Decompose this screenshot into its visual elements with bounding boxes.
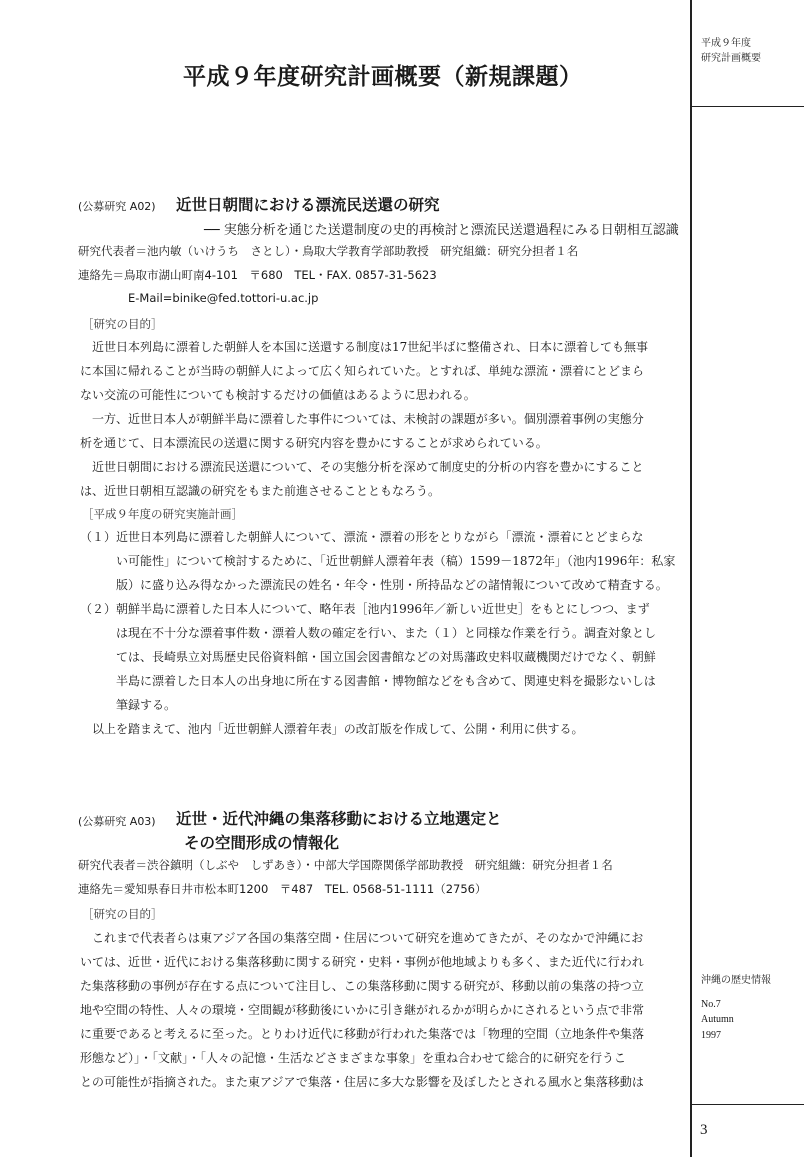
plan-line: は現在不十分な漂着事件数・漂着人数の確定を行い、また（１）と同様な作業を行う。調査対象とし	[80, 626, 657, 640]
paragraph-line: た集落移動の事例が存在する点について注目し、この集落移動に関する研究が、移動以前の集落の持つ立	[80, 979, 644, 993]
project-1-email: E-Mail=binike@fed.tottori-u.ac.jp	[128, 291, 319, 305]
page-number: 3	[700, 1122, 708, 1138]
plan-line: い可能性」について検討するために、「近世朝鮮人漂着年表（稿）1599－1872年」（池内1996年：私家	[80, 554, 676, 568]
page-title: 平成９年度研究計画概要（新規課題）	[183, 63, 583, 90]
project-2-title-line-2: その空間形成の情報化	[184, 833, 340, 852]
paragraph-line: 析を通じて、日本漂流民の送還に関する研究内容を豊かにすることが求められている。	[80, 436, 548, 450]
plan-line: 筆録する。	[80, 698, 177, 712]
project-2-title-line-1: 近世・近代沖縄の集落移動における立地選定と	[176, 809, 502, 828]
paragraph-line: との可能性が指摘された。また東アジアで集落・住居に多大な影響を及ぼしたとされる風水と集落移動は	[80, 1075, 644, 1089]
project-2-representative: 研究代表者＝渋谷鎮明（しぶや しずあき）・中部大学国際関係学部助教授 研究組織：研究分担者１名	[78, 858, 613, 872]
project-1-section-plan: ［平成９年度の研究実施計画］	[82, 507, 243, 521]
plan-line: 半島に漂着した日本人の出身地に所在する図書館・博物館などをも含めて、関連史料を撮影ないしは	[80, 674, 656, 688]
paragraph-line: 近世日本列島に漂着した朝鮮人を本国に送還する制度は17世紀半ばに整備され、日本に漂着しても無事	[80, 340, 648, 354]
project-1-subtitle: ── 実態分析を通じた送還制度の史的再検討と漂流民送還過程にみる日朝相互認識	[204, 223, 679, 238]
plan-line: 版）に盛り込み得なかった漂流民の姓名・年令・性別・所持品などの諸情報について改めて精査する。	[80, 578, 668, 592]
paragraph-line: これまで代表者らは東アジア各国の集落空間・住居について研究を進めてきたが、そのなかで沖縄にお	[80, 931, 644, 945]
project-1-contact: 連絡先＝鳥取市湖山町南4-101 〒680 TEL・FAX. 0857-31-5623	[78, 268, 437, 282]
paragraph-line: は、近世日朝相互認識の研究をもまた前進させることともなろう。	[80, 484, 441, 498]
running-header-year: 平成９年度	[701, 38, 751, 49]
paragraph-line: 形態など）」・「文献」・「人々の記憶・生活などさまざまな事象」を重ね合わせて総合的に研究を行うこ	[80, 1051, 627, 1065]
sidebar-divider-top	[690, 106, 804, 107]
paragraph-line: ない交流の可能性についても検討するだけの価値はあるように思われる。	[80, 388, 476, 402]
plan-line: （１）近世日本列島に漂着した朝鮮人について、漂流・漂着の形をとりながら「漂流・漂着にとどまらな	[80, 530, 644, 544]
project-1-label: (公募研究 A02)	[78, 200, 156, 213]
paragraph-line: に本国に帰れることが当時の朝鮮人によって広く知られていた。とすれば、単純な漂流・漂着にとどまら	[80, 364, 645, 378]
journal-name: 沖縄の歴史情報	[701, 975, 771, 986]
plan-line: 以上を踏まえて、池内「近世朝鮮人漂着年表」の改訂版を作成して、公開・利用に供する。	[80, 722, 584, 736]
issue-number: No.7	[701, 999, 721, 1010]
margin-rule	[690, 0, 692, 1157]
sidebar-divider-bottom	[690, 1104, 804, 1105]
project-1-representative: 研究代表者＝池内敏（いけうち さとし）・鳥取大学教育学部助教授 研究組織：研究分担者１名	[78, 244, 579, 258]
plan-line: ては、長崎県立対馬歴史民俗資料館・国立国会図書館などの対馬藩政史料収蔵機関だけでなく、朝鮮	[80, 650, 656, 664]
project-1-title: 近世日朝間における漂流民送還の研究	[176, 195, 440, 214]
project-2-contact: 連絡先＝愛知県春日井市松本町1200 〒487 TEL. 0568-51-1111（2756）	[78, 882, 487, 896]
paragraph-line: いては、近世・近代における集落移動に関する研究・史料・事例が他地域よりも多く、また近代に行われ	[80, 955, 644, 969]
project-1-section-purpose: ［研究の目的］	[82, 317, 163, 331]
paragraph-line: 近世日朝間における漂流民送還について、その実態分析を深めて制度史的分析の内容を豊かにすること	[80, 460, 644, 474]
project-2-section-purpose: ［研究の目的］	[82, 907, 163, 921]
project-2-label: (公募研究 A03)	[78, 815, 156, 828]
plan-line: （２）朝鮮半島に漂着した日本人について、略年表［池内1996年／新しい近世史］をもとにしつつ、まず	[80, 602, 650, 616]
issue-season: Autumn	[701, 1014, 734, 1025]
paragraph-line: 地や空間の特性、人々の環境・空間観が移動後にいかに引き継がれるかが明らかにされるという点で非常	[80, 1003, 645, 1017]
running-header-title: 研究計画概要	[701, 53, 761, 64]
paragraph-line: 一方、近世日本人が朝鮮半島に漂着した事件については、未検討の課題が多い。個別漂着事例の実態分	[80, 412, 644, 426]
paragraph-line: に重要であると考えるに至った。とりわけ近代に移動が行われた集落では「物理的空間（立地条件や集落	[80, 1027, 645, 1041]
issue-year: 1997	[701, 1030, 721, 1041]
